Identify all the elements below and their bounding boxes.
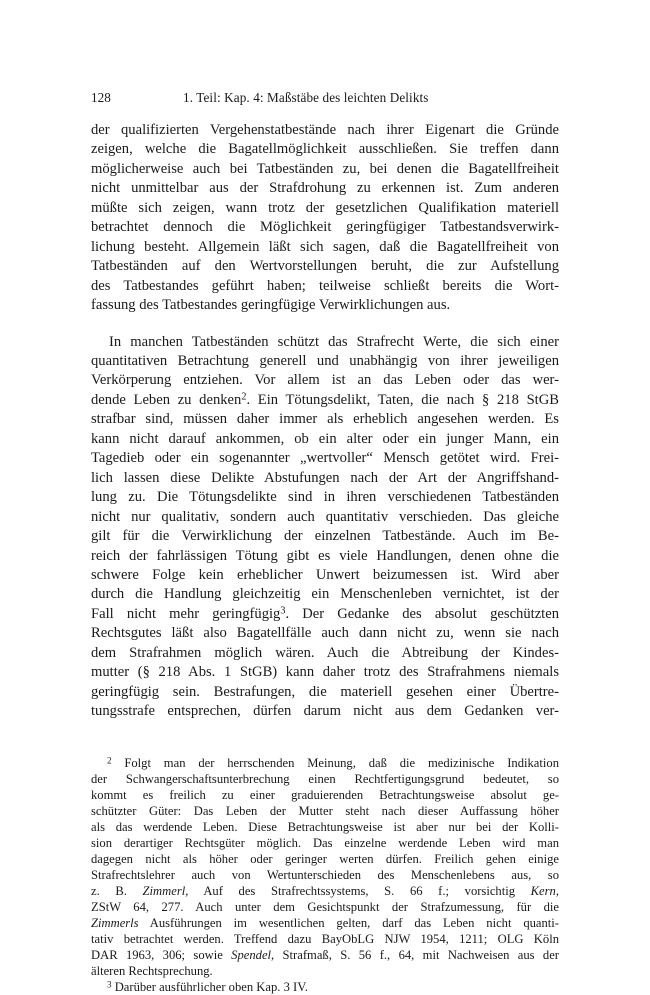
footnote-text: Strafmaß, S. 56 f., 64, mit Nachweisen aus der [274,948,559,963]
footnote-ref-2: 2 [241,391,247,403]
text-line: lichung besteht. Allgemein läßt sich sagen, daß die Bagatellfreiheit von [91,238,559,255]
text-line [91,391,559,410]
text-line: Rechtsgutes läßt also Bagatellfälle auch dann nicht zu, wenn sie nach [91,625,559,642]
footnote-text: DAR 1963, 306; sowie [91,948,232,963]
cited-author: Kern, [530,883,559,898]
footnote-text: z. B. [91,883,143,898]
book-page [91,90,559,995]
text-line: der qualifizierten Vergehenstatbestände nach ihrer Eigenart die Gründe [91,122,559,138]
text-line: geringfügig sein. Bestrafungen, die materiell gesehen einer Übertre- [91,683,559,700]
footnote-2 [91,755,559,980]
footnote-line: schützter Güter: Das Leben der Mutter steht nach dieser Auffassung höher [91,803,559,818]
footnote-line [91,947,559,963]
footnote-line: der Schwangerschaftsunterbrechung einen Rechtfertigungsgrund bedeutet, so [91,771,559,786]
text-line: quantitativen Betrachtung generell und unabhängig von ihrer jeweiligen [91,352,559,369]
footnote-line: dagegen nicht als höher oder geringer werten dürfen. Freilich gehen einige [91,851,559,866]
text-line: nicht nur qualitativ, sondern auch quantitativ verschieden. Das gleiche [91,508,559,525]
text-line: möglicherweise auch bei Tatbeständen zu, bei denen die Bagatellfreiheit [91,160,559,177]
paragraph-2 [91,333,559,722]
footnote-text: Folgt man der herrschenden Meinung, daß die medizinische Indikation [124,755,559,770]
text-line: In manchen Tatbeständen schützt das Strafrecht Werte, die sich einer [109,333,559,350]
text-separator: . [285,605,303,622]
footnote-line: Strafrechtslehrer auch von Wertunterschieden des Menschenlebens aus, so [91,867,559,882]
footnote-ref-3: 3 [280,605,286,617]
text-segment: dende Leben zu denken [91,391,242,408]
footnotes [91,755,559,995]
text-line: gilt für die Verwirklichung der einzelnen Tatbestände. Auch im Be- [91,528,559,545]
running-head [91,90,559,112]
footnote-line: kommt es freilich zu einer graduierenden Betrachtungsweise absolut ge- [91,787,559,802]
footnote-number: 2 [107,754,112,765]
footnote-line [91,915,559,931]
running-title: 1. Teil: Kap. 4: Maßstäbe des leichten Delikts [183,90,429,105]
footnote-line: sion derartiger Rechtsgüter möglich. Das einzelne werdende Leben wird man [91,835,559,850]
text-segment: Fall nicht mehr geringfügig [91,605,281,622]
text-segment: Der Gedanke des absolut geschützten [302,605,560,622]
footnote-text: Ausführungen im wesentlichen gelten, darf das Leben nicht quanti- [138,916,559,931]
footnote-3 [91,979,559,995]
footnote-line: ZStW 64, 277. Auch unter dem Gesichtspunkt der Strafzumessung, für die [91,900,559,915]
text-line: zeigen, welche die Bagatellmöglichkeit ausschließen. Sie treffen dann [91,141,559,158]
text-line: fassung des Tatbestandes geringfügige Verwirklichungen aus. [91,297,451,314]
text-line: des Tatbestandes geführt haben; teilweise schließt bereits die Wort- [91,277,559,294]
text-line: lung zu. Die Tötungsdelikte sind in ihren verschiedenen Tatbeständen [91,489,559,506]
footnote-text: Auf des Strafrechtssystems, S. 66 f.; vorsichtig [188,883,531,898]
text-line: durch die Handlung gleichzeitig ein Menschenleben vernichtet, ist der [91,586,559,603]
text-line: mutter (§ 218 Abs. 1 StGB) kann daher trotz des Strafrahmens niemals [91,664,559,681]
footnote-text: Darüber ausführlicher oben Kap. 3 IV. [114,980,308,995]
footnote-line [91,755,559,771]
footnote-line [91,979,559,995]
text-line: schwere Folge kein erheblicher Unwert beizumessen ist. Wird aber [91,566,559,583]
footnote-line: älteren Rechtsprechung. [91,964,213,979]
text-line: nicht unmittelbar aus der Strafdrohung zu erkennen ist. Zum anderen [91,180,559,197]
footnote-line: tativ betrachtet werden. Treffend dazu BayObLG NJW 1954, 1211; OLG Köln [91,932,559,947]
paragraph-1 [91,121,559,316]
text-line [91,605,559,624]
text-line: tungsstrafe entsprechen, dürfen darum nicht aus dem Gedanken ver- [91,703,559,720]
cited-author: Zimmerl, [142,883,189,898]
page-number: 128 [91,90,111,105]
text-segment: Ein Tötungsdelikt, Taten, die nach § 218 StGB [257,391,560,408]
text-line: lich lassen diese Delikte Abstufungen nach der Art der Angriffshand- [91,469,559,486]
text-line: Tatbeständen auf den Wertvorstellungen beruht, die zur Aufstellung [91,258,559,275]
text-line: Tagedieb oder ein sogenannter „wertvoller“ Mensch getötet wird. Frei- [91,450,559,467]
text-line: strafbar sind, müssen daher immer als erheblich angesehen werden. Es [91,411,559,428]
text-separator: . [246,391,258,408]
text-line: müßte sich zeigen, wann trotz der gesetzlichen Qualifikation materiell [91,199,559,216]
text-line: Verkörperung entziehen. Vor allem ist an das Leben oder das wer- [91,372,559,389]
footnote-number: 3 [107,979,112,990]
footnote-line: als das werdende Leben. Diese Betrachtungsweise ist aber nur bei der Kolli- [91,819,559,834]
text-line: kann nicht darauf ankommen, ob ein alter oder ein junger Mann, ein [91,430,559,447]
cited-author: Zimmerls [91,916,139,931]
text-line: betrachtet dennoch die Möglichkeit geringfügiger Tatbestandsverwirk- [91,219,559,236]
text-line: dem Strafrahmen möglich wären. Auch die Abtreibung der Kindes- [91,644,559,661]
text-line: reich der fahrlässigen Tötung gibt es viele Handlungen, denen ohne die [91,547,559,564]
cited-author: Spendel, [231,948,275,963]
footnote-line [91,883,559,899]
